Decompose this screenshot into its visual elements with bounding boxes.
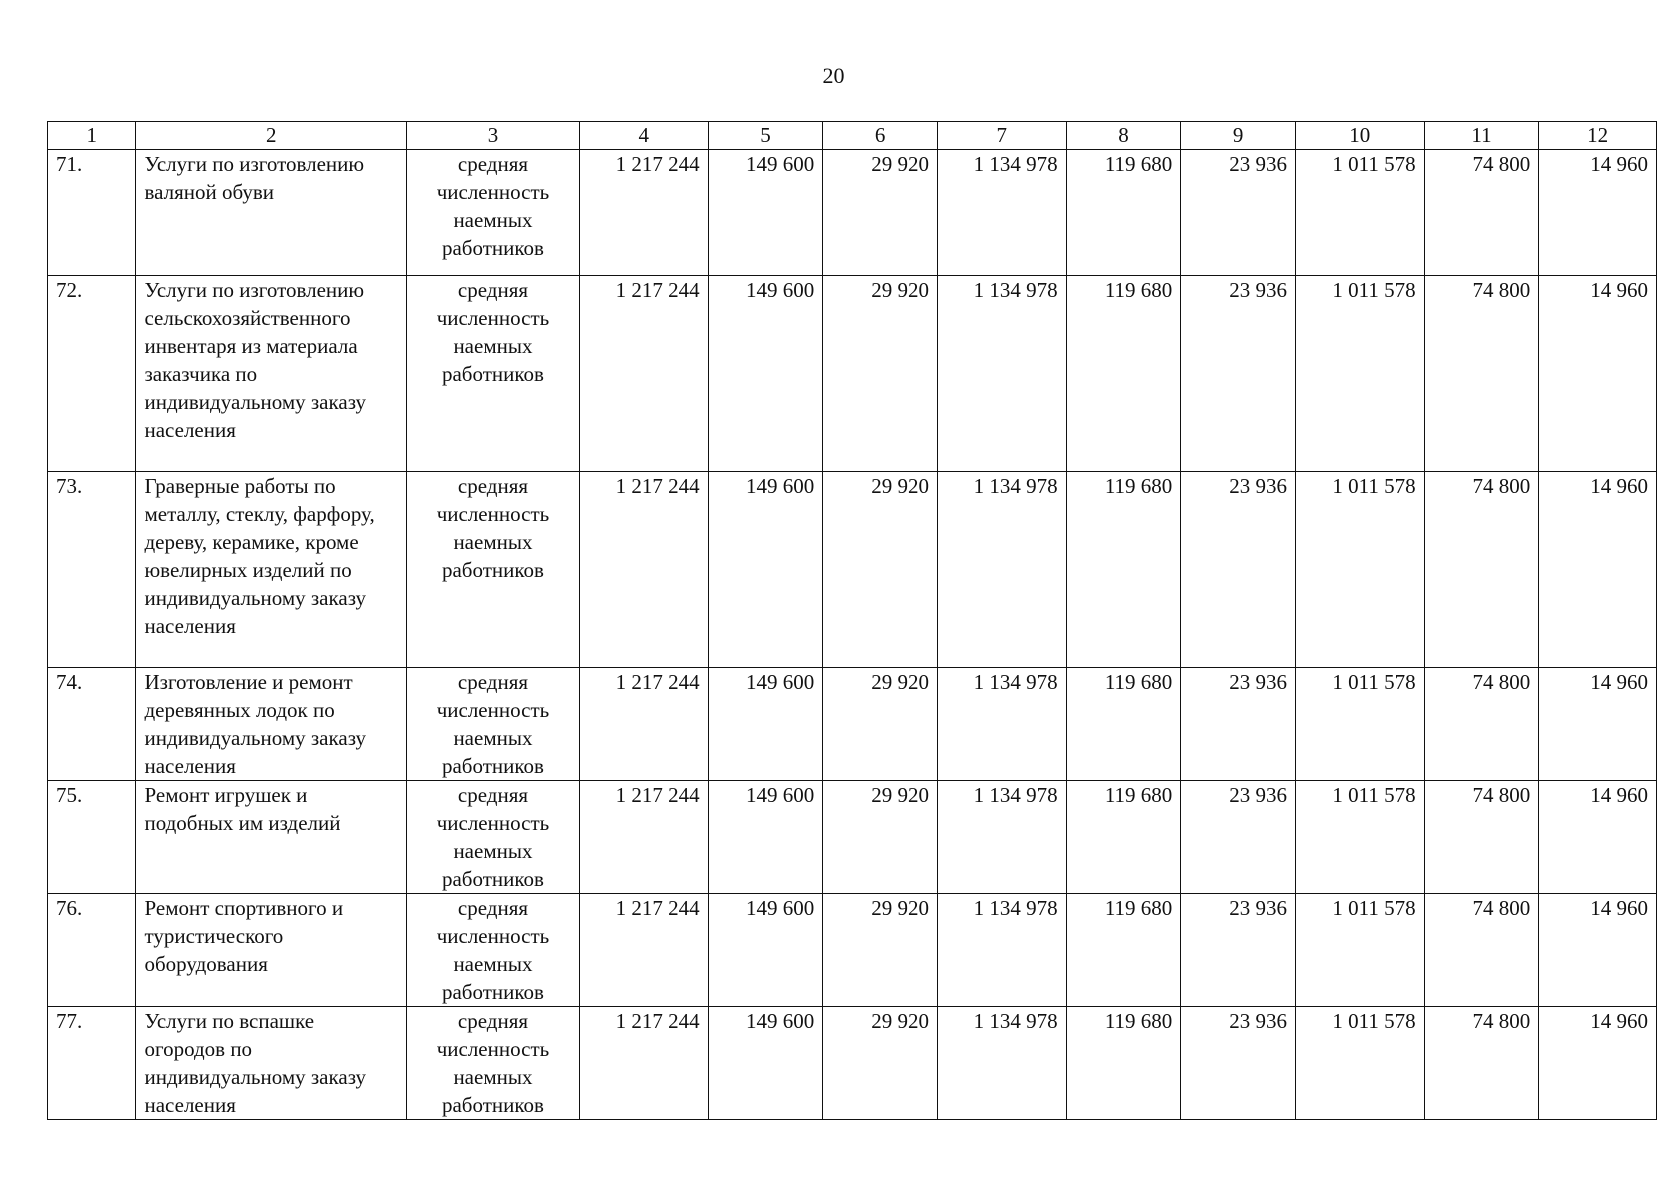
value-cell: 1 134 978 (937, 150, 1066, 276)
value-cell: 23 936 (1181, 781, 1296, 894)
table-row (48, 150, 1657, 276)
service-name: Ремонт спортивного и туристического оборудования (136, 894, 407, 1007)
column-header: 2 (136, 122, 407, 150)
value-cell: 74 800 (1424, 150, 1539, 276)
value-cell: 149 600 (708, 472, 823, 668)
value-cell: 14 960 (1539, 276, 1657, 472)
value-cell: 14 960 (1539, 150, 1657, 276)
value-cell: 1 217 244 (579, 1007, 708, 1120)
service-name: Услуги по вспашке огородов по индивидуальному заказу населения (136, 1007, 407, 1120)
value-cell: 1 134 978 (937, 668, 1066, 781)
value-cell: 23 936 (1181, 150, 1296, 276)
column-header: 6 (823, 122, 938, 150)
row-number: 76. (48, 894, 136, 1007)
value-cell: 1 217 244 (579, 472, 708, 668)
value-cell: 74 800 (1424, 472, 1539, 668)
value-cell: 1 011 578 (1295, 1007, 1424, 1120)
value-cell: 119 680 (1066, 668, 1181, 781)
value-cell: 29 920 (823, 1007, 938, 1120)
physical-indicator: средняя численность наемных работников (406, 472, 579, 668)
physical-indicator: средняя численность наемных работников (406, 276, 579, 472)
column-header: 1 (48, 122, 136, 150)
value-cell: 1 134 978 (937, 781, 1066, 894)
value-cell: 1 134 978 (937, 1007, 1066, 1120)
physical-indicator: средняя численность наемных работников (406, 150, 579, 276)
row-number: 72. (48, 276, 136, 472)
row-number: 77. (48, 1007, 136, 1120)
value-cell: 149 600 (708, 781, 823, 894)
value-cell: 29 920 (823, 276, 938, 472)
value-cell: 1 011 578 (1295, 894, 1424, 1007)
physical-indicator: средняя численность наемных работников (406, 781, 579, 894)
value-cell: 1 011 578 (1295, 781, 1424, 894)
value-cell: 1 217 244 (579, 781, 708, 894)
value-cell: 1 134 978 (937, 894, 1066, 1007)
physical-indicator: средняя численность наемных работников (406, 894, 579, 1007)
value-cell: 14 960 (1539, 668, 1657, 781)
value-cell: 1 134 978 (937, 276, 1066, 472)
value-cell: 149 600 (708, 894, 823, 1007)
page-number: 20 (822, 63, 845, 88)
value-cell: 119 680 (1066, 472, 1181, 668)
value-cell: 14 960 (1539, 472, 1657, 668)
table-row (48, 276, 1657, 472)
column-header: 10 (1295, 122, 1424, 150)
column-header: 9 (1181, 122, 1296, 150)
value-cell: 74 800 (1424, 276, 1539, 472)
value-cell: 23 936 (1181, 894, 1296, 1007)
header-row (48, 122, 1657, 150)
row-number: 71. (48, 150, 136, 276)
service-name: Изготовление и ремонт деревянных лодок по индивидуальному заказу населения (136, 668, 407, 781)
value-cell: 1 011 578 (1295, 668, 1424, 781)
value-cell: 119 680 (1066, 276, 1181, 472)
value-cell: 119 680 (1066, 781, 1181, 894)
service-name: Услуги по изготовлению валяной обуви (136, 150, 407, 276)
column-header: 5 (708, 122, 823, 150)
column-header: 7 (937, 122, 1066, 150)
table-row (48, 472, 1657, 668)
value-cell: 29 920 (823, 668, 938, 781)
table-row (48, 668, 1657, 781)
value-cell: 29 920 (823, 894, 938, 1007)
column-header: 4 (579, 122, 708, 150)
value-cell: 74 800 (1424, 894, 1539, 1007)
value-cell: 29 920 (823, 781, 938, 894)
value-cell: 149 600 (708, 150, 823, 276)
value-cell: 14 960 (1539, 1007, 1657, 1120)
column-header: 12 (1539, 122, 1657, 150)
service-name: Ремонт игрушек и подобных им изделий (136, 781, 407, 894)
value-cell: 119 680 (1066, 150, 1181, 276)
value-cell: 23 936 (1181, 1007, 1296, 1120)
table-row (48, 1007, 1657, 1120)
value-cell: 1 011 578 (1295, 276, 1424, 472)
column-header: 8 (1066, 122, 1181, 150)
service-name: Граверные работы по металлу, стеклу, фарфору, дереву, керамике, кроме ювелирных изделий по индивидуальному заказу населения (136, 472, 407, 668)
value-cell: 1 217 244 (579, 150, 708, 276)
value-cell: 23 936 (1181, 276, 1296, 472)
value-cell: 14 960 (1539, 894, 1657, 1007)
service-name: Услуги по изготовлению сельскохозяйственного инвентаря из материала заказчика по индивидуальному заказу населения (136, 276, 407, 472)
column-header: 3 (406, 122, 579, 150)
value-cell: 23 936 (1181, 668, 1296, 781)
table-row (48, 781, 1657, 894)
physical-indicator: средняя численность наемных работников (406, 1007, 579, 1120)
value-cell: 29 920 (823, 472, 938, 668)
data-table (47, 121, 1657, 1120)
value-cell: 74 800 (1424, 1007, 1539, 1120)
value-cell: 14 960 (1539, 781, 1657, 894)
value-cell: 1 217 244 (579, 276, 708, 472)
value-cell: 149 600 (708, 1007, 823, 1120)
value-cell: 1 217 244 (579, 668, 708, 781)
value-cell: 1 011 578 (1295, 150, 1424, 276)
physical-indicator: средняя численность наемных работников (406, 668, 579, 781)
column-header: 11 (1424, 122, 1539, 150)
row-number: 75. (48, 781, 136, 894)
value-cell: 119 680 (1066, 894, 1181, 1007)
value-cell: 1 011 578 (1295, 472, 1424, 668)
value-cell: 1 217 244 (579, 894, 708, 1007)
value-cell: 23 936 (1181, 472, 1296, 668)
value-cell: 119 680 (1066, 1007, 1181, 1120)
value-cell: 149 600 (708, 668, 823, 781)
value-cell: 149 600 (708, 276, 823, 472)
row-number: 74. (48, 668, 136, 781)
row-number: 73. (48, 472, 136, 668)
value-cell: 74 800 (1424, 781, 1539, 894)
value-cell: 29 920 (823, 150, 938, 276)
value-cell: 74 800 (1424, 668, 1539, 781)
table-row (48, 894, 1657, 1007)
value-cell: 1 134 978 (937, 472, 1066, 668)
